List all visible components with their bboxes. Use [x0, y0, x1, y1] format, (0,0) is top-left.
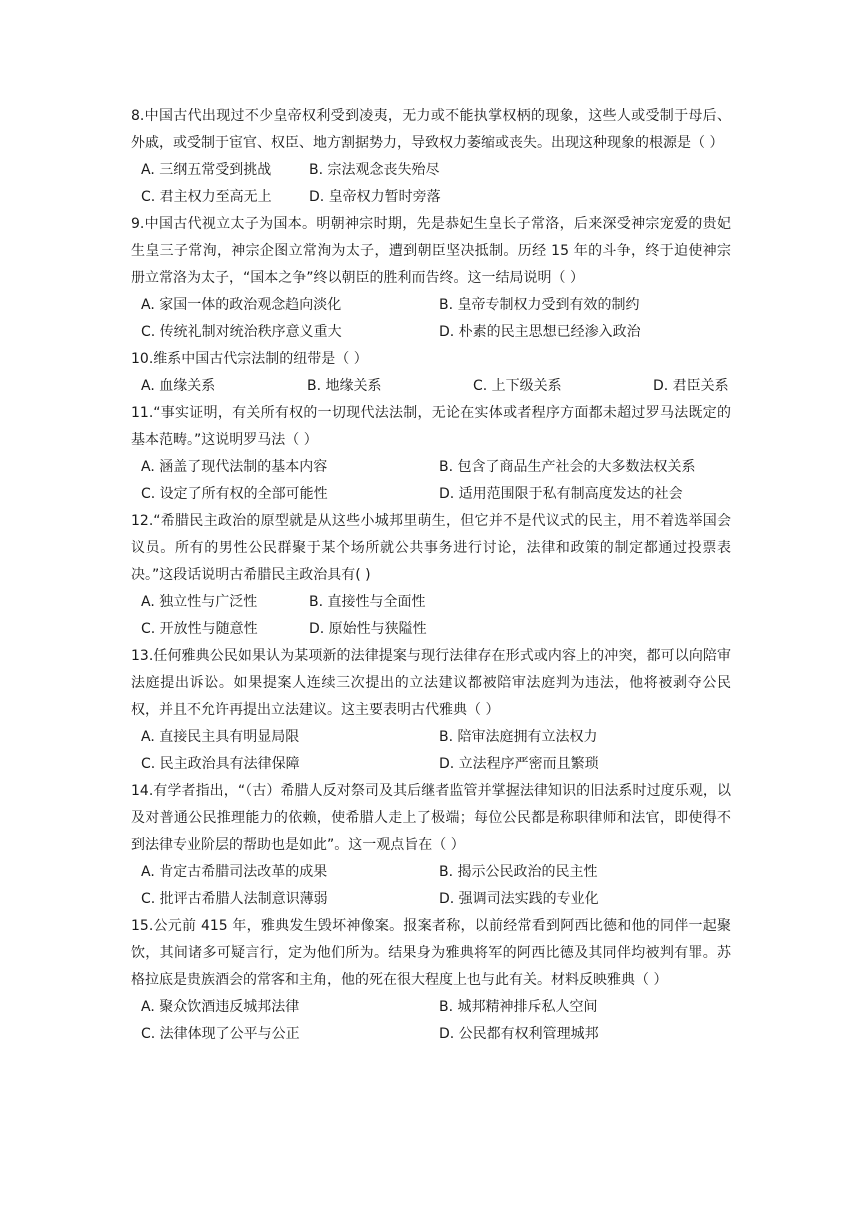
- question-stem: 14.有学者指出，“（古）希腊人反对祭司及其后继者监管并掌握法律知识的旧法系时过度乐观，以及对普通公民推理能力的依赖，使希腊人走上了极端；每位公民都是称职律师和法官，即使得不到法律专业阶层的帮助也是如此”。这一观点旨在（ ）: [131, 783, 731, 853]
- option-d[interactable]: D. 原始性与狭隘性: [309, 621, 427, 637]
- option-c[interactable]: C. 上下级关系: [473, 378, 562, 394]
- option-c[interactable]: C. 开放性与随意性: [141, 621, 258, 637]
- option-c[interactable]: C. 民主政治具有法律保障: [141, 756, 300, 772]
- option-row: [131, 859, 731, 886]
- option-row: [131, 751, 731, 778]
- option-b[interactable]: B. 地缘关系: [307, 378, 382, 394]
- question-13: [131, 643, 731, 778]
- option-a[interactable]: A. 肯定古希腊司法改革的成果: [141, 864, 328, 880]
- option-c[interactable]: C. 法律体现了公平与公正: [141, 1026, 300, 1042]
- option-a[interactable]: A. 家国一体的政治观念趋向淡化: [141, 297, 342, 313]
- question-stem: 12.“希腊民主政治的原型就是从这些小城邦里萌生，但它并不是代议式的民主，用不着选举国会议员。所有的男性公民群聚于某个场所就公共事务进行讨论，法律和政策的制定都通过投票表决。”这段话说明古希腊民主政治具有( ): [131, 513, 731, 583]
- question-15: [131, 913, 731, 1048]
- option-a[interactable]: A. 独立性与广泛性: [141, 594, 258, 610]
- question-10: [131, 346, 731, 400]
- option-row: [131, 373, 731, 400]
- option-b[interactable]: B. 直接性与全面性: [309, 594, 426, 610]
- option-row: [131, 616, 731, 643]
- option-b[interactable]: B. 包含了商品生产社会的大多数法权关系: [439, 459, 696, 475]
- option-c[interactable]: C. 君主权力至高无上: [141, 189, 272, 205]
- question-12: [131, 508, 731, 643]
- option-b[interactable]: B. 陪审法庭拥有立法权力: [439, 729, 598, 745]
- question-stem: 15.公元前 415 年，雅典发生毁坏神像案。报案者称，以前经常看到阿西比德和他的同伴一起聚饮，其间诸多可疑言行，定为他们所为。结果身为雅典将军的阿西比德及其同伴均被判有罪。苏格拉底是贵族酒会的常客和主角，他的死在很大程度上也与此有关。材料反映雅典（ ）: [131, 918, 731, 988]
- question-stem: 9.中国古代视立太子为国本。明朝神宗时期，先是恭妃生皇长子常洛，后来深受神宗宠爱的贵妃生皇三子常洵，神宗企图立常洵为太子，遭到朝臣坚决抵制。历经 15 年的斗争，终于迫使神宗册立常洛为太子，“国本之争”终以朝臣的胜利而告终。这一结局说明（ ）: [131, 216, 731, 286]
- option-c[interactable]: C. 设定了所有权的全部可能性: [141, 486, 328, 502]
- option-a[interactable]: A. 涵盖了现代法制的基本内容: [141, 459, 328, 475]
- question-stem: 10.维系中国古代宗法制的纽带是（ ）: [131, 351, 368, 367]
- question-14: [131, 778, 731, 913]
- option-b[interactable]: B. 皇帝专制权力受到有效的制约: [439, 297, 640, 313]
- option-d[interactable]: D. 立法程序严密而且繁琐: [439, 756, 599, 772]
- option-row: [131, 886, 731, 913]
- option-row: [131, 454, 731, 481]
- question-stem: 13.任何雅典公民如果认为某项新的法律提案与现行法律存在形式或内容上的冲突，都可以向陪审法庭提出诉讼。如果提案人连续三次提出的立法建议都被陪审法庭判为违法，他将被剥夺公民权，并且不允许再提出立法建议。这主要表明古代雅典（ ）: [131, 648, 731, 718]
- question-9: [131, 211, 731, 346]
- question-11: [131, 400, 731, 508]
- option-row: [131, 589, 731, 616]
- option-row: [131, 481, 731, 508]
- option-b[interactable]: B. 城邦精神排斥私人空间: [439, 999, 598, 1015]
- option-c[interactable]: C. 传统礼制对统治秩序意义重大: [141, 324, 342, 340]
- question-stem: 11.“事实证明，有关所有权的一切现代法法制，无论在实体或者程序方面都未超过罗马法既定的基本范畴。”这说明罗马法（ ）: [131, 405, 731, 448]
- question-8: [131, 103, 731, 211]
- option-b[interactable]: B. 揭示公民政治的民主性: [439, 864, 598, 880]
- option-d[interactable]: D. 君臣关系: [653, 378, 729, 394]
- question-stem: 8.中国古代出现过不少皇帝权利受到凌夷，无力或不能执掌权柄的现象，这些人或受制于母后、外戚，或受制于宦官、权臣、地方割据势力，导致权力萎缩或丧失。出现这种现象的根源是（ ）: [131, 108, 731, 151]
- option-row: [131, 319, 731, 346]
- option-c[interactable]: C. 批评古希腊人法制意识薄弱: [141, 891, 328, 907]
- option-a[interactable]: A. 聚众饮酒违反城邦法律: [141, 999, 300, 1015]
- option-row: [131, 994, 731, 1021]
- option-a[interactable]: A. 血缘关系: [141, 378, 216, 394]
- option-b[interactable]: B. 宗法观念丧失殆尽: [309, 162, 440, 178]
- option-row: [131, 157, 731, 184]
- option-row: [131, 292, 731, 319]
- option-d[interactable]: D. 强调司法实践的专业化: [439, 891, 599, 907]
- option-row: [131, 184, 731, 211]
- option-a[interactable]: A. 三纲五常受到挑战: [141, 162, 272, 178]
- option-row: [131, 724, 731, 751]
- option-d[interactable]: D. 朴素的民主思想已经渗入政治: [439, 324, 641, 340]
- option-a[interactable]: A. 直接民主具有明显局限: [141, 729, 300, 745]
- option-d[interactable]: D. 皇帝权力暂时旁落: [309, 189, 441, 205]
- option-d[interactable]: D. 适用范围限于私有制高度发达的社会: [439, 486, 683, 502]
- option-row: [131, 1021, 731, 1048]
- question-list: [131, 103, 731, 1048]
- option-d[interactable]: D. 公民都有权利管理城邦: [439, 1026, 599, 1042]
